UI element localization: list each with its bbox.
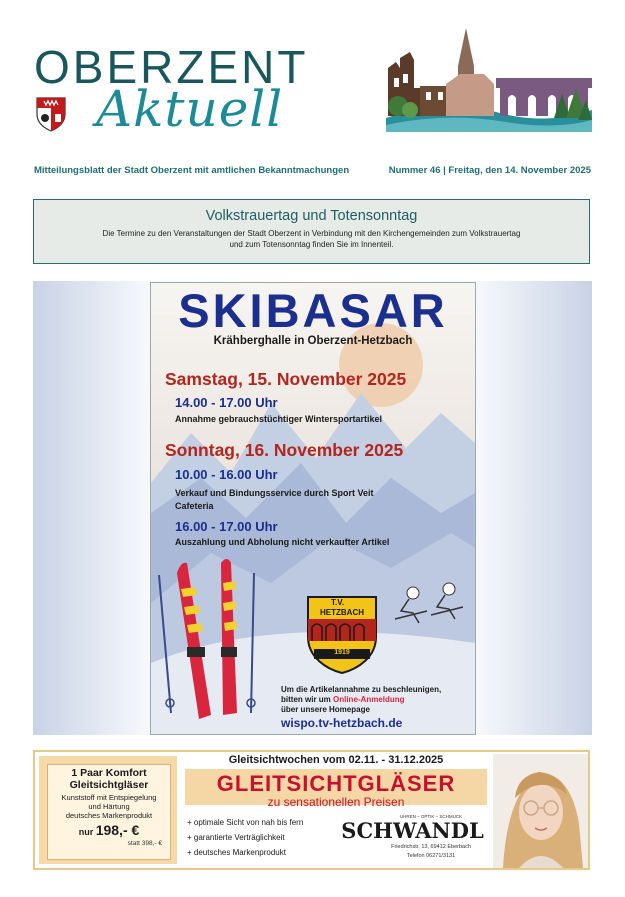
offer-price-line [48, 822, 170, 840]
offer-desc1: Kunststoff mit Entspiegelung [61, 793, 157, 802]
poster-day2: Sonntag, 16. November 2025 [165, 440, 404, 460]
poster-note-line2-text: bitten wir um [281, 695, 333, 704]
poster-day2-desc2: Auszahlung und Abholung nicht verkaufter Artikel [175, 537, 390, 547]
ad-headline: GLEITSICHTGLÄSER [216, 771, 456, 796]
poster-title: SKIBASAR [178, 284, 448, 337]
shop-address: Friedrichstr. 13, 69412 Eberbach [391, 844, 471, 850]
offer-title2: Gleitsichtgläser [69, 779, 149, 791]
offer-old-price: statt 398,- € [127, 840, 162, 847]
publication-tagline: Mitteilungsblatt der Stadt Oberzent mit amtlichen Bekanntmachungen [34, 165, 350, 176]
town-skyline-logo [386, 28, 592, 132]
offer-title1: 1 Paar Komfort [71, 767, 147, 779]
poster-day1-desc: Annahme gebrauchstüchtiger Wintersportartikel [175, 414, 382, 424]
badge-name: HETZBACH [320, 608, 364, 617]
offer-desc2: und Härtung [88, 802, 130, 811]
poster-day2-desc1a: Verkauf und Bindungsservice durch Sport Veit [175, 488, 374, 498]
poster-online-link[interactable]: Online-Anmeldung [333, 695, 405, 704]
shop-name: SCHWANDL [341, 818, 484, 843]
offer-price: 198,- € [95, 822, 140, 838]
ad-subheadline: zu sensationellen Preisen [267, 795, 405, 809]
offer-desc3: deutsches Markenprodukt [65, 811, 153, 820]
optician-ad [33, 750, 590, 870]
offer-inner [47, 764, 171, 860]
poster-venue: Krähberghalle in Oberzent-Hetzbach [213, 335, 413, 347]
ad-bullet2: + garantierte Verträglichkeit [187, 833, 285, 842]
issue-info: Nummer 46 | Freitag, den 14. November 2025 [388, 165, 591, 176]
ad-header: Gleitsichtwochen vom 02.11. - 31.12.2025 [228, 754, 444, 766]
poster-note-line3: über unsere Homepage [281, 705, 370, 714]
badge-tv: T.V. [331, 598, 345, 607]
model-with-glasses-image [493, 754, 588, 868]
poster-note-line1: Um die Artikelannahme zu beschleunigen, [281, 685, 442, 694]
masthead-subtitle: Aktuell [96, 80, 284, 138]
ad-bullet1: + optimale Sicht von nah bis fern [187, 818, 304, 827]
shop-phone: Telefon 06271/3131 [406, 853, 456, 859]
coat-of-arms-icon [34, 96, 68, 132]
skibasar-poster [150, 282, 476, 735]
notice-text-line2: und zum Totensonntag finden Sie im Innenteil. [229, 240, 394, 249]
notice-heading: Volkstrauertag und Totensonntag [205, 208, 418, 224]
poster-website-link[interactable]: wispo.tv-hetzbach.de [281, 716, 403, 730]
masthead-title: OBERZENT [34, 41, 309, 93]
ad-bullet3: + deutsches Markenprodukt [187, 848, 286, 857]
notice-box [33, 199, 590, 264]
shop-tagline: UHREN – OPTIK – SCHMUCK [399, 814, 463, 819]
offer-price-prefix: nur [78, 827, 96, 837]
poster-day1: Samstag, 15. November 2025 [165, 369, 407, 389]
poster-day1-time: 14.00 - 17.00 Uhr [175, 395, 278, 410]
poster-day2-desc1b: Cafeteria [175, 501, 214, 511]
poster-day2-time2: 16.00 - 17.00 Uhr [175, 519, 278, 534]
poster-note-line2 [281, 695, 405, 704]
poster-day2-time1: 10.00 - 16.00 Uhr [175, 467, 278, 482]
badge-year: 1919 [334, 649, 350, 656]
notice-text-line1: Die Termine zu den Veranstaltungen der Stadt Oberzent in Verbindung mit den Kirchengemeinden zum Volkstrauertag [102, 229, 521, 238]
